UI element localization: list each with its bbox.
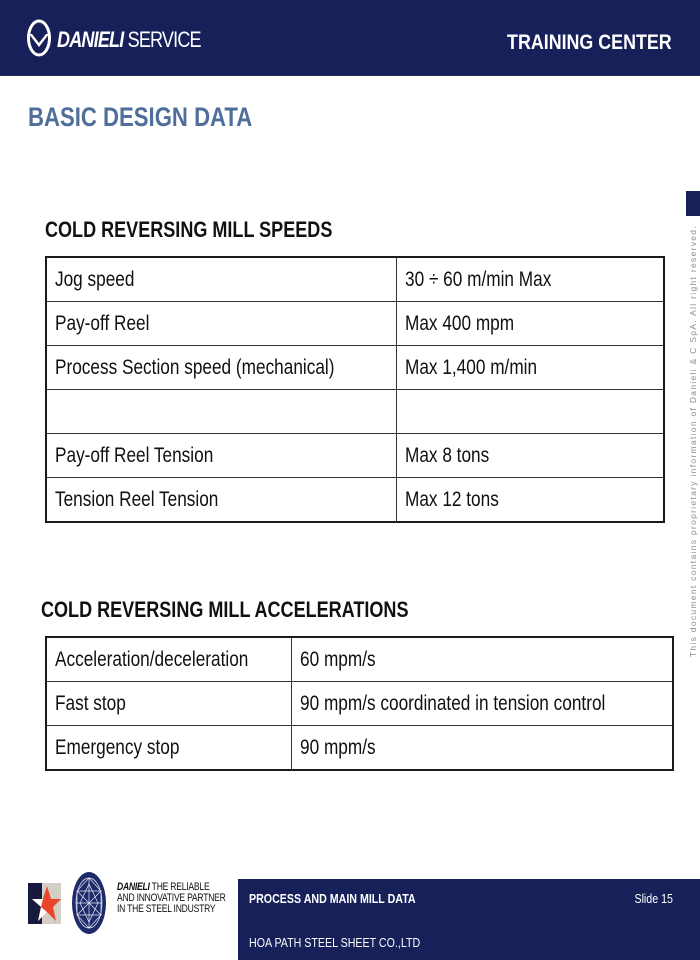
row-value: Max 1,400 m/min <box>396 346 664 390</box>
danieli-logo-icon <box>27 19 51 57</box>
slide-number: Slide 15 <box>634 891 673 906</box>
table-row <box>46 257 664 302</box>
copyright-note: This document contains proprietary information of Danieli & C SpA. All right reserved. <box>688 225 698 658</box>
row-label: Pay-off Reel <box>46 302 396 346</box>
brand-name <box>57 27 201 53</box>
row-label: Process Section speed (mechanical) <box>46 346 396 390</box>
table-row <box>46 302 664 346</box>
side-tab-marker <box>686 191 700 216</box>
row-label: Jog speed <box>46 257 396 302</box>
brand-regular: SERVICE <box>127 27 201 52</box>
accelerations-table <box>45 636 674 771</box>
globe-logo-icon <box>72 872 106 934</box>
row-label: Pay-off Reel Tension <box>46 434 396 478</box>
table-row-empty <box>46 390 664 434</box>
row-value: Max 400 mpm <box>396 302 664 346</box>
table-row <box>46 478 664 523</box>
page-title: BASIC DESIGN DATA <box>28 102 253 132</box>
row-value: 90 mpm/s coordinated in tension control <box>291 682 673 726</box>
danieli-tagline: DANIELI THE RELIABLE AND INNOVATIVE PARTNER IN THE STEEL INDUSTRY <box>117 881 226 915</box>
row-label: Tension Reel Tension <box>46 478 396 523</box>
table-row <box>46 346 664 390</box>
header-bar <box>0 0 700 76</box>
accelerations-section-title: COLD REVERSING MILL ACCELERATIONS <box>41 597 409 622</box>
row-value: 30 ÷ 60 m/min Max <box>396 257 664 302</box>
brand-bold: DANIELI <box>57 27 124 52</box>
row-value: 90 mpm/s <box>291 726 673 771</box>
row-label: Fast stop <box>46 682 291 726</box>
footer-bar <box>238 879 700 960</box>
star-logo-icon <box>28 883 61 924</box>
row-value: Max 8 tons <box>396 434 664 478</box>
company-name: HOA PATH STEEL SHEET CO.,LTD <box>249 935 421 950</box>
table-row <box>46 682 673 726</box>
speeds-table <box>45 256 665 523</box>
row-value: 60 mpm/s <box>291 637 673 682</box>
footer-section-title: PROCESS AND MAIN MILL DATA <box>249 891 416 906</box>
row-label <box>46 390 396 434</box>
row-value: Max 12 tons <box>396 478 664 523</box>
table-row <box>46 434 664 478</box>
row-label: Acceleration/deceleration <box>46 637 291 682</box>
table-row <box>46 637 673 682</box>
training-center-label: TRAINING CENTER <box>507 31 672 54</box>
speeds-section-title: COLD REVERSING MILL SPEEDS <box>45 217 333 242</box>
table-row <box>46 726 673 771</box>
row-value <box>396 390 664 434</box>
row-label: Emergency stop <box>46 726 291 771</box>
